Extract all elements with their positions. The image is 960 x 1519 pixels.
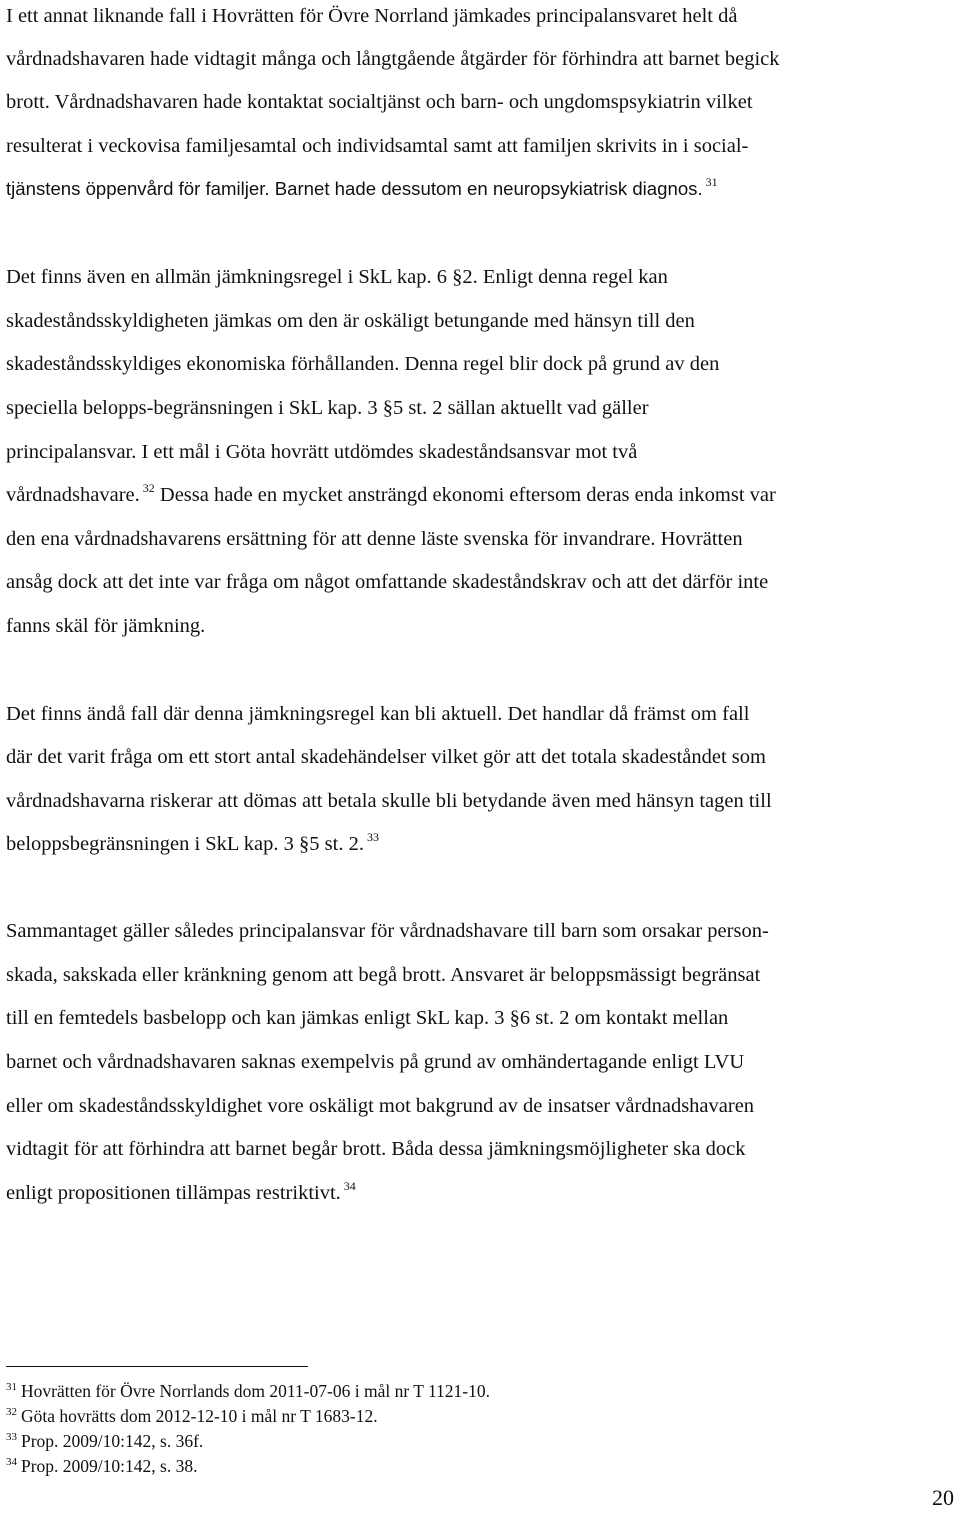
text-span: beloppsbegränsningen i SkL kap. 3 [6, 833, 300, 855]
text-line [6, 1181, 356, 1207]
section-symbol: § [452, 266, 463, 288]
text-span: till en femtedels basbelopp och kan jämkas enligt SkL kap. 3 [6, 1007, 510, 1029]
text-line: I ett annat liknande fall i Hovrätten för Övre Norrland jämkades principalansvaret helt då [6, 5, 738, 27]
text-line: skada, sakskada eller kränkning genom att begå brott. Ansvaret är beloppsmässigt begränsat [6, 964, 761, 986]
text-span: enligt propositionen tillämpas restriktivt. [6, 1182, 341, 1204]
text-line: fanns skäl för jämkning. [6, 615, 206, 637]
text-span: 2. Enligt denna regel kan [462, 266, 668, 288]
text-line [6, 396, 649, 420]
footnote-number: 33 [6, 1431, 17, 1443]
text-span: 5 st. 2. [309, 833, 364, 855]
footnote-33 [6, 1431, 203, 1454]
text-line: där det varit fråga om ett stort antal skadehändelser vilket gör att det totala skadeståndet som [6, 746, 766, 768]
text-span: Dessa hade en mycket ansträngd ekonomi eftersom deras enda inkomst var [154, 484, 776, 506]
text-span: 5 st. 2 sällan aktuellt vad gäller [392, 397, 649, 419]
text-line: skadeståndsskyldigheten jämkas om den är oskäligt betungande med hänsyn till den [6, 310, 695, 332]
text-line: vårdnadshavaren hade vidtagit många och långtgående åtgärder för förhindra att barnet begick [6, 48, 780, 70]
footnote-separator [6, 1366, 308, 1367]
text-line: vårdnadshavarna riskerar att dömas att betala skulle bli betydande även med hänsyn tagen till [6, 790, 772, 812]
footnote-ref-31[interactable]: 31 [705, 175, 718, 189]
footnote-ref-33[interactable]: 33 [366, 830, 379, 844]
footnote-number: 31 [6, 1381, 17, 1393]
page-number: 20 [932, 1485, 954, 1510]
footnote-ref-32[interactable]: 32 [142, 481, 155, 495]
text-line: barnet och vårdnadshavaren saknas exempelvis på grund av omhändertagande enligt LVU [6, 1051, 745, 1073]
text-line: Det finns ändå fall där denna jämkningsregel kan bli aktuell. Det handlar då främst om fall [6, 703, 750, 725]
text-span: 6 st. 2 om kontakt mellan [519, 1007, 729, 1029]
text-line: den ena vårdnadshavarens ersättning för att denne läste svenska för invandrare. Hovrätten [6, 528, 743, 550]
text-line [6, 832, 379, 858]
text-line [6, 177, 718, 203]
footnote-34 [6, 1456, 197, 1479]
text-span: Det finns även en allmän jämkningsregel i SkL kap. 6 [6, 266, 453, 288]
text-line: eller om skadeståndsskyldighet vore oskäligt mot bakgrund av de insatser vårdnadshavaren [6, 1095, 755, 1117]
section-symbol: § [509, 1007, 520, 1029]
text-line [6, 483, 776, 509]
text-span: Barnet hade dessutom en neuropsykiatrisk diagnos. [269, 178, 703, 199]
footnote-31 [6, 1381, 490, 1404]
text-line: ansåg dock att det inte var fråga om något omfattande skadeståndskrav och att det därför inte [6, 571, 769, 593]
footnote-text: Prop. 2009/10:142, s. 36f. [21, 1431, 204, 1451]
text-span: speciella belopps-begränsningen i SkL kap. 3 [6, 397, 383, 419]
text-span: tjänstens öppenvård för familjer. [6, 178, 270, 199]
text-line: skadeståndsskyldiges ekonomiska förhållanden. Denna regel blir dock på grund av den [6, 353, 720, 375]
text-line [6, 1006, 728, 1030]
section-symbol: § [299, 833, 310, 855]
text-line: Sammantaget gäller således principalansvar för vårdnadshavare till barn som orsakar person- [6, 920, 769, 942]
text-line: brott. Vårdnadshavaren hade kontaktat socialtjänst och barn- och ungdomspsykiatrin vilket [6, 91, 753, 113]
section-symbol: § [382, 397, 393, 419]
footnote-number: 34 [6, 1456, 17, 1468]
footnote-text: Göta hovrätts dom 2012-12-10 i mål nr T 1683-12. [21, 1406, 378, 1426]
text-line [6, 265, 668, 289]
text-span: vårdnadshavare. [6, 484, 140, 506]
footnote-number: 32 [6, 1406, 17, 1418]
footnote-ref-34[interactable]: 34 [343, 1179, 356, 1193]
footnote-text: Hovrätten för Övre Norrlands dom 2011-07-06 i mål nr T 1121-10. [21, 1381, 491, 1401]
text-line: vidtagit för att förhindra att barnet begår brott. Båda dessa jämkningsmöjligheter ska dock [6, 1138, 746, 1160]
footnote-text: Prop. 2009/10:142, s. 38. [21, 1456, 198, 1476]
footnote-32 [6, 1406, 378, 1429]
text-line: principalansvar. I ett mål i Göta hovrätt utdömdes skadeståndsansvar mot två [6, 441, 638, 463]
text-line: resulterat i veckovisa familjesamtal och individsamtal samt att familjen skrivits in i social- [6, 135, 749, 157]
